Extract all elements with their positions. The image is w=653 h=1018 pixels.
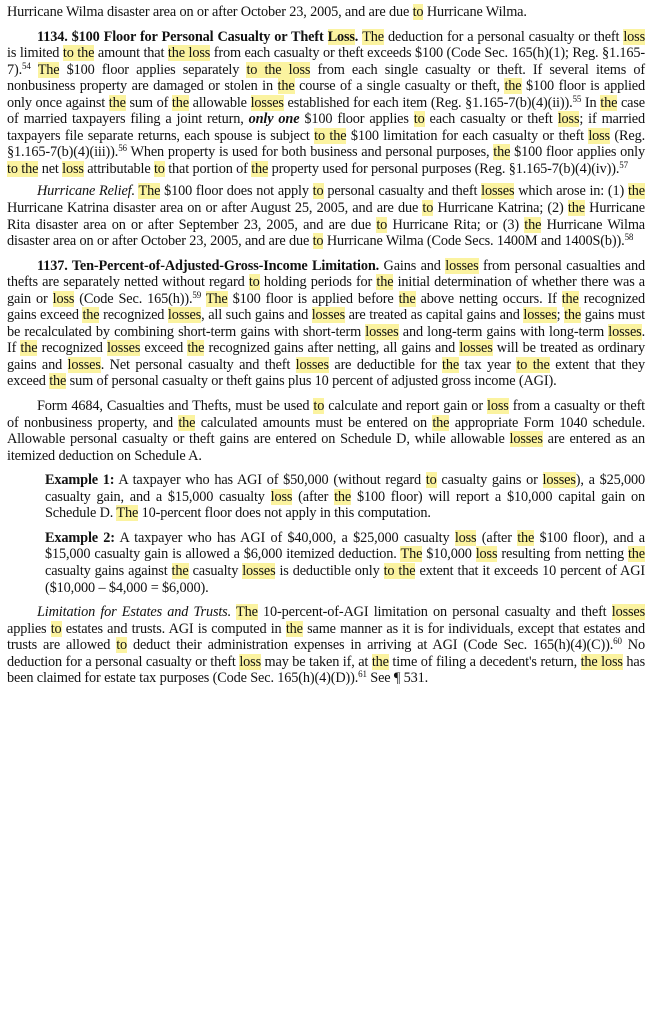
highlighted-text: the [504, 78, 522, 95]
highlighted-text: losses [459, 340, 493, 357]
highlighted-text: the [564, 307, 582, 324]
text-run: Hurricane Wilma disaster area on or after October 23, 2005, and are due [7, 216, 645, 250]
estates-trusts-paragraph [7, 604, 645, 687]
text-run: Hurricane Wilma disaster area on or after October 23, 2005, and are due [7, 4, 413, 20]
highlighted-text: to [50, 620, 62, 637]
highlighted-text: the [517, 529, 535, 546]
highlighted-text: the [493, 144, 511, 161]
highlighted-text: loss [62, 160, 84, 177]
text-run: deduct their administration expenses in arriving at AGI (Code Sec. 165(h)(4)(C)). [127, 637, 614, 654]
highlighted-text: to [248, 274, 260, 291]
highlighted-text: the [432, 414, 450, 431]
text-run: initial determination of whether there was a gain or [7, 274, 646, 307]
text-run: from a casualty or theft of nonbusiness property, and [7, 398, 646, 431]
text-run: $100 floor applies only [510, 144, 645, 161]
text-run: amount that [94, 45, 168, 62]
text-run: When property is used for both business and personal purposes, [126, 144, 494, 161]
text-run: will be treated as ordinary gains and [7, 340, 645, 373]
text-run: course of a single casualty or theft, [294, 78, 505, 95]
highlighted-text: the [334, 488, 352, 505]
text-run: ; if married taxpayers file separate returns, each spouse is subject [7, 111, 645, 144]
text-run: calculate and report gain or [324, 398, 488, 415]
highlighted-text: to the [62, 45, 95, 62]
text-run: No deduction for a personal casualty or theft [7, 637, 645, 670]
text-run: established for each item (Reg. §1.165-7(b)(4)(ii)). [283, 94, 573, 111]
section-1137-paragraph [7, 258, 645, 390]
highlighted-text: to [312, 233, 324, 250]
text-run: $100 floor), and a $15,000 casualty gain is allowed a $6,000 itemized deduction. [45, 529, 645, 563]
text-run: (after [292, 488, 335, 505]
highlighted-text: loss [454, 529, 477, 546]
text-run: 10-percent-of-AGI limitation on personal casualty and theft [257, 604, 612, 621]
text-run: Form 4684, Casualties and Thefts, must be used [37, 398, 314, 415]
highlighted-text: The [116, 505, 139, 522]
highlighted-text: The [138, 183, 161, 200]
footnote-ref: 59 [192, 289, 202, 300]
highlighted-text: losses [542, 472, 576, 489]
text-run: same manner as it is for individuals, except that estates and trusts are allowed [7, 620, 645, 654]
text-run: , all such gains and [201, 307, 312, 324]
highlighted-text: the [627, 183, 645, 200]
text-run: . If [7, 323, 645, 357]
highlighted-text: losses [311, 307, 345, 324]
text-run: exceed [140, 340, 188, 357]
text-run: $100 floor is applied before [227, 290, 399, 307]
text-run: 10-percent floor does not apply in this computation. [138, 505, 431, 522]
text-run: tax year [459, 356, 517, 373]
text-run: 1137. Ten-Percent-of-Adjusted-Gross-Income Limitation. [37, 257, 380, 274]
highlighted-text: the [627, 546, 645, 563]
highlighted-text: the [187, 340, 205, 357]
example-1-paragraph [45, 472, 645, 522]
text-run: Hurricane Katrina; (2) [433, 200, 568, 217]
highlighted-text: the [442, 356, 460, 373]
footnote-ref: 57 [619, 159, 628, 170]
highlighted-text: losses [167, 307, 202, 324]
text-run: $10,000 [422, 546, 476, 563]
text-run: $100 floor does not apply [160, 183, 313, 200]
text-run: Hurricane Katrina disaster area on or after August 25, 2005, and are due [7, 200, 423, 217]
highlighted-text: to the [516, 356, 550, 373]
text-run: are entered as an itemized deduction on Schedule A. [7, 431, 645, 464]
text-run: (after [476, 529, 518, 546]
footnote-ref: 54 [22, 60, 31, 71]
text-run: from each single casualty or theft. If several items of nonbusiness property are damaged or stolen in [7, 61, 645, 95]
highlighted-text: losses [481, 183, 515, 200]
highlighted-text: loss [52, 290, 75, 307]
highlighted-text: losses [250, 94, 284, 111]
text-run: deduction for a personal casualty or theft [384, 28, 624, 45]
text-run: case of married taxpayers filing a joint return, [7, 94, 645, 128]
text-run: $100 floor) will report a $10,000 capital gain on Schedule D. [45, 488, 645, 522]
text-run: Hurricane Rita disaster area on or after September 23, 2005, and are due [7, 200, 645, 233]
text-run: is limited [7, 45, 63, 62]
highlighted-text: to the [7, 160, 39, 177]
text-run: Hurricane Rita; or (3) [387, 216, 525, 233]
footnote-ref: 58 [624, 232, 634, 243]
text-run: which arose in: (1) [514, 183, 628, 200]
example-2-paragraph [45, 530, 645, 596]
highlighted-text: to [422, 200, 434, 217]
text-run: resulting from netting [497, 546, 628, 563]
highlighted-text: the [600, 94, 618, 111]
text-run: (Code Sec. 165(h)). [74, 290, 193, 307]
text-run: recognized gains exceed [7, 290, 645, 324]
text-run: $100 floor applies [299, 111, 414, 128]
text-run: Hurricane Wilma (Code Secs. 1400M and 1400S(b)). [323, 233, 625, 250]
text-run: Gains and [379, 257, 446, 274]
text-run: each casualty or theft [424, 111, 558, 128]
highlighted-text: losses [523, 307, 557, 324]
highlighted-text: the [371, 653, 389, 670]
text-run: Example 2: [45, 529, 115, 546]
hurricane-relief-paragraph [7, 183, 645, 249]
highlighted-text: loss [557, 111, 580, 128]
highlighted-text: losses [365, 323, 399, 340]
highlighted-text: loss [623, 28, 645, 45]
highlighted-text: to [312, 183, 324, 200]
highlighted-text: The [205, 290, 228, 307]
text-run: recognized [99, 307, 168, 324]
highlighted-text: losses [611, 604, 646, 621]
highlighted-text: the [108, 94, 126, 111]
text-run: recognized [37, 340, 107, 357]
text-run: Hurricane Relief. [37, 183, 135, 200]
text-run: allowable [188, 94, 251, 111]
highlighted-text: The [236, 604, 258, 621]
highlighted-text: the [251, 160, 269, 177]
text-run: only one [248, 111, 300, 128]
text-run: is deductible only [275, 562, 384, 579]
highlighted-text: to [412, 4, 424, 20]
highlighted-text: losses [106, 340, 141, 357]
text-run: Limitation for Estates and Trusts. [37, 604, 232, 621]
highlighted-text: the loss [167, 45, 211, 62]
highlighted-text: loss [475, 546, 498, 563]
text-run: See ¶ 531. [366, 670, 429, 687]
highlighted-text: the [82, 307, 100, 324]
highlighted-text: The [37, 61, 60, 78]
text-run: estates and trusts. AGI is computed in [61, 620, 286, 637]
text-run: (Reg. §1.165-7(b)(4)(iii)). [7, 127, 645, 161]
highlighted-text: the [561, 290, 579, 307]
highlighted-text: to [413, 111, 425, 128]
text-run: personal casualty and theft [323, 183, 482, 200]
text-run: calculated amounts must be entered on [195, 414, 433, 431]
text-run: has been claimed for estate tax purposes (Code Sec. 165(h)(4)(D)). [7, 653, 645, 687]
text-run: A taxpayer who has AGI of $50,000 (without regard [114, 472, 426, 489]
text-run: gains must be recalculated by combining short-term gains with short-term [7, 307, 645, 340]
footnote-ref: 55 [572, 93, 582, 104]
highlighted-text: the [277, 78, 295, 95]
highlighted-text: losses [67, 356, 101, 373]
text-run [31, 62, 38, 78]
text-run: $100 limitation for each casualty or theft [346, 127, 589, 144]
highlighted-text: losses [445, 257, 479, 274]
text-run: sum of [125, 94, 172, 111]
highlighted-text: to [376, 216, 388, 233]
text-run: Hurricane Wilma. [423, 4, 527, 20]
text-run: net [38, 160, 63, 177]
highlighted-text: the [171, 562, 189, 579]
text-run: $100 floor applies separately [59, 61, 247, 78]
highlighted-text: loss [270, 488, 293, 505]
highlighted-text: the [171, 94, 189, 111]
highlighted-text: the [49, 373, 67, 390]
text-run: casualty [188, 562, 243, 579]
paragraph-continuation [7, 4, 645, 21]
highlighted-text: the [567, 200, 585, 217]
text-run: property used for personal purposes (Reg. §1.165-7(b)(4)(iv)). [268, 160, 620, 177]
text-run: and long-term gains with long-term [398, 323, 609, 340]
text-run: casualty gains or [436, 472, 543, 489]
highlighted-text: losses [509, 431, 543, 448]
text-run: from each casualty or theft exceeds $100 (Code Sec. 165(h)(1); Reg. §1.165-7). [7, 45, 645, 78]
highlighted-text: the [20, 340, 38, 357]
form-4684-paragraph [7, 398, 645, 464]
text-run: above netting occurs. If [415, 290, 562, 307]
highlighted-text: loss [487, 398, 509, 415]
text-run: extent that they exceed [7, 356, 645, 390]
text-run: $100 floor is applied only once against [7, 78, 645, 111]
section-1134-paragraph [7, 29, 645, 178]
text-run: are deductible for [328, 356, 443, 373]
footnote-ref: 60 [613, 636, 622, 647]
footnote-ref: 56 [118, 143, 127, 154]
highlighted-text: the [524, 216, 542, 233]
highlighted-text: to [425, 472, 437, 489]
text-run: ), a $25,000 casualty gain, and a $15,000 casualty [45, 472, 646, 505]
highlighted-text: to the [383, 562, 416, 579]
text-run: extent that it exceeds 10 percent of AGI ($10,000 – $4,000 = $6,000). [45, 562, 645, 596]
text-run: . [354, 28, 363, 45]
text-run: A taxpayer who has AGI of $40,000, a $25,000 casualty [114, 529, 455, 546]
text-run: holding periods for [259, 274, 377, 291]
highlighted-text: losses [608, 323, 642, 340]
highlighted-text: loss [588, 127, 610, 144]
footnote-ref: 61 [358, 669, 367, 680]
highlighted-text: loss [239, 653, 261, 670]
highlighted-text: Loss [327, 28, 355, 45]
text-run: time of filing a decedent's return, [388, 653, 581, 670]
highlighted-text: to [116, 637, 128, 654]
highlighted-text: to the [314, 127, 347, 144]
text-run: In [581, 94, 601, 111]
text-run: may be taken if, at [260, 653, 372, 670]
highlighted-text: losses [242, 562, 276, 579]
highlighted-text: to [153, 160, 165, 177]
text-run: . Net personal casualty and theft [100, 356, 296, 373]
highlighted-text: The [362, 28, 384, 45]
text-run: ; [556, 307, 565, 324]
text-run: attributable [83, 160, 154, 177]
highlighted-text: the [398, 290, 416, 307]
highlighted-text: to the loss [246, 61, 311, 78]
text-run: from personal casualties and thefts are separately netted without regard [7, 257, 646, 291]
text-run: applies [7, 620, 51, 637]
highlighted-text: the [178, 414, 196, 431]
text-run: recognized gains after netting, all gains and [204, 340, 460, 357]
highlighted-text: the loss [580, 653, 623, 670]
highlighted-text: The [400, 546, 423, 563]
highlighted-text: the [376, 274, 394, 291]
text-run: are treated as capital gains and [344, 307, 524, 324]
text-run: that portion of [164, 160, 252, 177]
text-run: Example 1: [45, 472, 115, 489]
text-run: appropriate Form 1040 schedule. Allowable personal casualty or theft gains are entered on Schedule D, while allowable [7, 414, 645, 448]
highlighted-text: losses [295, 356, 329, 373]
text-run: sum of personal casualty or theft gains plus 10 percent of adjusted gross income (AGI). [66, 373, 557, 390]
text-run: 1134. $100 Floor for Personal Casualty or Theft [37, 28, 328, 45]
highlighted-text: the [285, 620, 303, 637]
highlighted-text: to [313, 398, 325, 415]
text-run: casualty gains against [45, 562, 172, 579]
